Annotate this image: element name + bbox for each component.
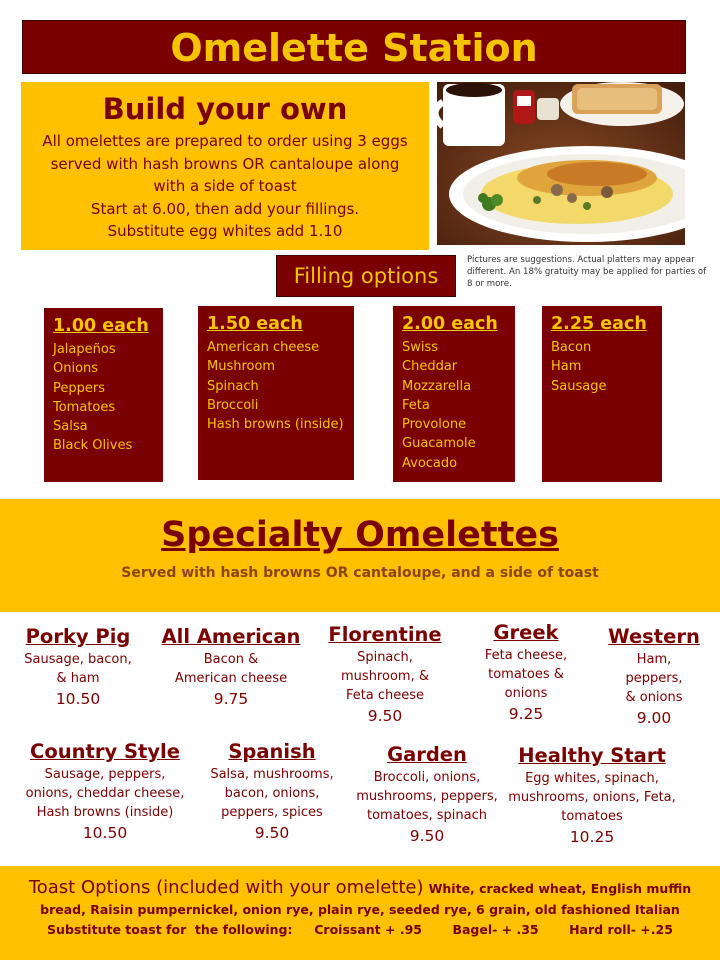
omelette-item bbox=[156, 624, 306, 710]
filling-item: Onions bbox=[53, 361, 99, 377]
filling-item: Guacamole bbox=[402, 436, 476, 452]
omelette-description: Broccoli, onions, mushrooms, peppers, tomatoes, spinach bbox=[356, 770, 498, 823]
filling-item: American cheese bbox=[207, 340, 320, 355]
price-box-4 bbox=[542, 306, 662, 482]
filling-item: Bacon bbox=[551, 340, 592, 355]
omelette-price: 10.25 bbox=[569, 828, 615, 846]
omelette-name: All American bbox=[161, 625, 301, 648]
toast-heading: Toast Options (included with your omelette) bbox=[28, 877, 424, 898]
omelette-description: Ham, peppers, & onions bbox=[625, 652, 683, 705]
filling-item: Mushroom bbox=[207, 359, 276, 375]
omelette-name: Florentine bbox=[328, 623, 442, 646]
filling-item: Peppers bbox=[53, 380, 105, 396]
filling-item: Salsa bbox=[53, 419, 88, 435]
omelette-name: Country Style bbox=[30, 740, 180, 763]
omelette-item bbox=[598, 624, 710, 729]
omelette-name: Healthy Start bbox=[518, 744, 666, 767]
toast-list-part1: White, cracked wheat, English muffin bbox=[428, 881, 692, 896]
price-box-1 bbox=[44, 308, 163, 482]
omelette-price: 9.50 bbox=[409, 827, 445, 845]
price-box-2 bbox=[198, 306, 354, 480]
filling-item: Ham bbox=[551, 359, 582, 375]
price-heading: 2.00 each bbox=[402, 314, 498, 334]
omelette-price: 9.50 bbox=[367, 707, 403, 725]
specialty-title: Specialty Omelettes bbox=[161, 515, 559, 555]
omelette-item bbox=[352, 742, 502, 847]
omelette-name: Spanish bbox=[228, 740, 316, 763]
omelette-name: Western bbox=[608, 625, 700, 648]
filling-item: Avocado bbox=[402, 455, 458, 471]
toast-options-band bbox=[0, 866, 720, 960]
price-heading: 1.50 each bbox=[207, 314, 303, 334]
filling-item: Sausage bbox=[551, 378, 607, 394]
toast-list-part2: bread, Raisin pumpernickel, onion rye, plain rye, seeded rye, 6 grain, old fashioned Italian bbox=[40, 902, 680, 917]
omelette-price: 9.00 bbox=[636, 709, 672, 727]
filling-options-text: Filling options bbox=[293, 264, 439, 288]
filling-item: Tomatoes bbox=[53, 399, 116, 415]
filling-item: Spinach bbox=[207, 378, 259, 394]
omelette-description: Egg whites, spinach, mushrooms, onions, Feta, tomatoes bbox=[508, 771, 676, 824]
price-heading: 1.00 each bbox=[53, 316, 149, 336]
title-banner bbox=[22, 20, 686, 74]
omelette-description: Bacon & American cheese bbox=[174, 652, 288, 686]
omelette-item bbox=[20, 739, 190, 844]
omelette-name: Greek bbox=[493, 621, 559, 644]
filling-item: Feta bbox=[402, 397, 430, 413]
build-substitute: Substitute egg whites add 1.10 bbox=[107, 221, 343, 240]
page-title: Omelette Station bbox=[170, 26, 538, 70]
filling-options-label bbox=[276, 255, 456, 297]
filling-item: Broccoli bbox=[207, 397, 259, 413]
omelette-price: 10.50 bbox=[82, 824, 128, 842]
omelette-name: Porky Pig bbox=[25, 625, 131, 648]
omelette-description: Salsa, mushrooms, bacon, onions, peppers, spices bbox=[210, 767, 334, 820]
disclaimer-note: Pictures are suggestions. Actual platters may appear different. An 18% gratuity may be applied for parties of 8 or more. bbox=[467, 255, 707, 289]
omelette-price: 9.75 bbox=[213, 690, 249, 708]
filling-item: Swiss bbox=[402, 340, 439, 355]
toast-line-1 bbox=[0, 876, 720, 900]
specialty-band bbox=[0, 499, 720, 612]
omelette-description: Sausage, bacon, & ham bbox=[24, 652, 132, 686]
filling-item: Hash browns (inside) bbox=[207, 417, 344, 433]
omelette-description: Spinach, mushroom, & Feta cheese bbox=[341, 650, 429, 703]
omelette-price: 9.25 bbox=[508, 705, 544, 723]
omelette-price: 10.50 bbox=[55, 690, 101, 708]
omelette-description: Feta cheese, tomatoes & onions bbox=[484, 648, 568, 701]
omelette-description: Sausage, peppers, onions, cheddar cheese, Hash browns (inside) bbox=[25, 767, 185, 820]
omelette-item bbox=[322, 622, 448, 727]
filling-item: Mozzarella bbox=[402, 378, 472, 394]
build-start-price: Start at 6.00, then add your fillings. bbox=[90, 199, 360, 218]
omelette-photo bbox=[437, 82, 685, 245]
omelette-price: 9.50 bbox=[254, 824, 290, 842]
build-description: All omelettes are prepared to order using 3 eggs served with hash browns OR cantaloupe along with a side of toast bbox=[42, 132, 408, 195]
omelette-name: Garden bbox=[387, 743, 467, 766]
build-your-own-box bbox=[21, 82, 429, 250]
omelette-item bbox=[202, 739, 342, 844]
filling-item: Black Olives bbox=[53, 438, 133, 454]
filling-item: Cheddar bbox=[402, 359, 458, 375]
build-title: Build your own bbox=[102, 92, 348, 126]
omelette-item bbox=[18, 624, 138, 710]
omelette-item bbox=[468, 620, 584, 725]
price-heading: 2.25 each bbox=[551, 314, 647, 334]
omelette-item bbox=[502, 743, 682, 848]
toast-substitutes: Substitute toast for the following: Croissant + .95 Bagel- + .35 Hard roll- +.25 bbox=[47, 922, 673, 937]
filling-item: Provolone bbox=[402, 417, 467, 433]
filling-item: Jalapeños bbox=[53, 342, 116, 357]
price-box-3 bbox=[393, 306, 515, 482]
specialty-subtitle: Served with hash browns OR cantaloupe, and a side of toast bbox=[121, 565, 599, 581]
